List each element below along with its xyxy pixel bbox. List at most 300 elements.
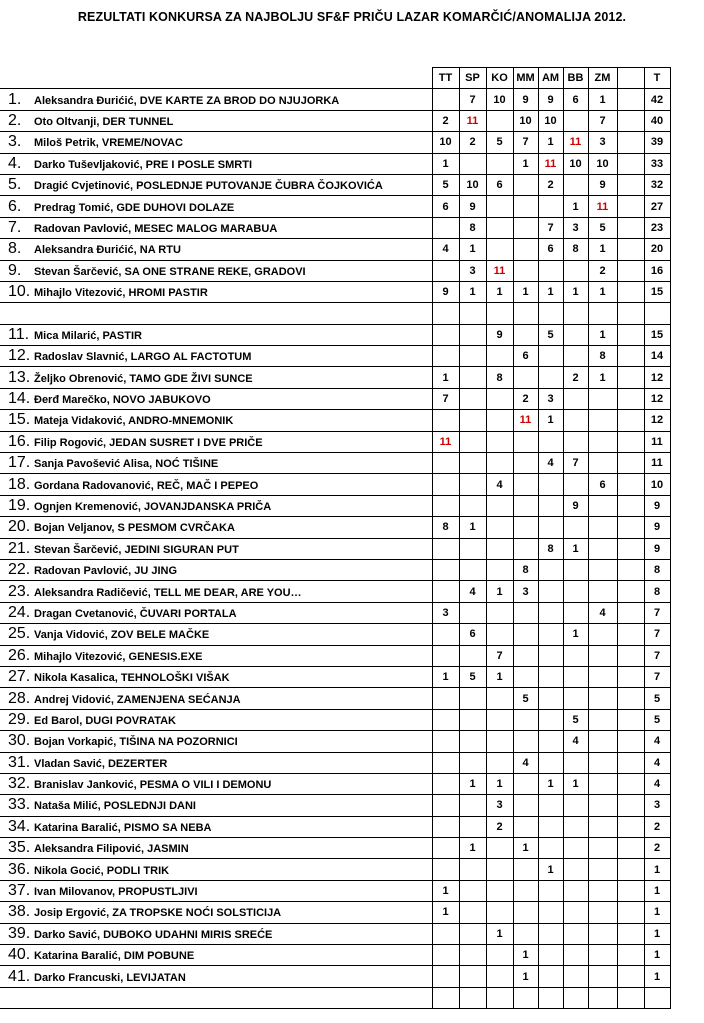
table-row — [0, 923, 670, 944]
score-cell: 1 — [513, 838, 538, 859]
score-cell — [617, 688, 644, 709]
score-cell — [617, 217, 644, 238]
score-cell — [538, 966, 563, 987]
score-cell: 1 — [432, 880, 459, 901]
entry-title: Miloš Petrik, VREME/NOVAC — [34, 137, 183, 150]
score-cell: 6 — [538, 239, 563, 260]
score-cell: 1 — [513, 153, 538, 174]
score-cell — [513, 923, 538, 944]
entry-cell — [0, 153, 432, 174]
score-cell — [459, 153, 486, 174]
score-cell: 27 — [644, 196, 670, 217]
score-cell: 8 — [588, 346, 617, 367]
score-cell: 40 — [644, 110, 670, 131]
score-cell — [513, 602, 538, 623]
score-cell — [432, 303, 459, 324]
table-row — [0, 281, 670, 302]
score-cell — [617, 367, 644, 388]
score-cell — [563, 880, 588, 901]
score-cell — [538, 709, 563, 730]
score-cell: 23 — [644, 217, 670, 238]
score-cell: 1 — [644, 966, 670, 987]
rank-number: 41. — [8, 967, 31, 985]
table-row — [0, 495, 670, 516]
score-cell — [563, 474, 588, 495]
score-cell — [617, 474, 644, 495]
score-cell — [459, 709, 486, 730]
table-row — [0, 645, 670, 666]
score-cell — [617, 110, 644, 131]
score-cell — [486, 752, 513, 773]
score-cell — [588, 773, 617, 794]
score-cell: 2 — [644, 816, 670, 837]
score-cell: 1 — [563, 281, 588, 302]
table-row — [0, 880, 670, 901]
entry-cell — [0, 731, 432, 752]
score-cell — [432, 260, 459, 281]
score-cell — [617, 538, 644, 559]
entry-title: Aleksandra Radičević, TELL ME DEAR, ARE YOU… — [34, 586, 302, 599]
entry-title: Mihajlo Vitezović, GENESIS.EXE — [34, 650, 203, 663]
score-cell: 9 — [459, 196, 486, 217]
score-cell — [538, 731, 563, 752]
score-cell — [513, 645, 538, 666]
score-cell: 9 — [563, 495, 588, 516]
score-cell: 3 — [563, 217, 588, 238]
rank-number: 38. — [8, 903, 31, 921]
score-cell: 4 — [644, 731, 670, 752]
score-cell: 8 — [644, 559, 670, 580]
score-cell — [617, 89, 644, 110]
score-cell — [588, 559, 617, 580]
score-cell — [617, 581, 644, 602]
score-cell — [486, 688, 513, 709]
score-cell — [486, 217, 513, 238]
score-cell — [486, 838, 513, 859]
score-cell: 1 — [588, 324, 617, 345]
score-cell: 1 — [432, 367, 459, 388]
score-cell — [617, 431, 644, 452]
score-cell — [563, 324, 588, 345]
entry-cell — [0, 196, 432, 217]
entry-cell — [0, 239, 432, 260]
score-cell — [563, 945, 588, 966]
entry-title: Radovan Pavlović, JU JING — [34, 565, 178, 578]
score-cell: 6 — [459, 624, 486, 645]
col-header — [617, 68, 644, 89]
entry-cell — [0, 474, 432, 495]
score-cell: 15 — [644, 281, 670, 302]
score-cell — [432, 987, 459, 1008]
score-cell — [563, 688, 588, 709]
score-cell: 1 — [563, 624, 588, 645]
entry-cell — [0, 816, 432, 837]
score-cell: 3 — [432, 602, 459, 623]
page-title: REZULTATI KONKURSA ZA NAJBOLJU SF&F PRIČU LAZAR KOMARČIĆ/ANOMALIJA 2012. — [77, 10, 627, 24]
score-cell — [538, 602, 563, 623]
score-cell — [563, 966, 588, 987]
score-cell: 3 — [513, 581, 538, 602]
score-cell: 1 — [538, 773, 563, 794]
rank-number: 2. — [8, 111, 22, 129]
table-row — [0, 838, 670, 859]
score-cell: 42 — [644, 89, 670, 110]
score-cell: 4 — [644, 752, 670, 773]
entry-title: Ivan Milovanov, PROPUSTLJIVI — [34, 886, 198, 899]
entry-title: Gordana Radovanović, REČ, MAČ I PEPEO — [34, 479, 259, 492]
entry-title: Aleksandra Filipović, JASMIN — [34, 843, 189, 856]
table-row — [0, 153, 670, 174]
score-cell — [538, 346, 563, 367]
rank-number: 14. — [8, 390, 31, 408]
score-cell: 4 — [486, 474, 513, 495]
entry-title: Stevan Šarčević, SA ONE STRANE REKE, GRADOVI — [34, 265, 306, 278]
rank-number: 30. — [8, 732, 31, 750]
score-cell — [617, 260, 644, 281]
score-cell — [538, 923, 563, 944]
score-cell: 10 — [432, 132, 459, 153]
rank-number: 1. — [8, 90, 22, 108]
score-cell: 1 — [486, 773, 513, 794]
score-cell: 1 — [459, 773, 486, 794]
entry-cell — [0, 773, 432, 794]
entry-cell — [0, 110, 432, 131]
table-row — [0, 666, 670, 687]
score-cell: 11 — [588, 196, 617, 217]
entry-cell — [0, 303, 432, 324]
score-cell: 20 — [644, 239, 670, 260]
score-cell: 39 — [644, 132, 670, 153]
score-cell — [513, 538, 538, 559]
rank-number: 16. — [8, 432, 31, 450]
score-cell — [538, 645, 563, 666]
rank-number: 33. — [8, 796, 31, 814]
entry-cell — [0, 559, 432, 580]
score-cell — [588, 902, 617, 923]
table-row — [0, 474, 670, 495]
score-cell — [513, 709, 538, 730]
score-cell — [617, 666, 644, 687]
score-cell: 2 — [432, 110, 459, 131]
score-cell: 9 — [513, 89, 538, 110]
score-cell — [486, 388, 513, 409]
score-cell: 11 — [513, 410, 538, 431]
score-cell: 3 — [588, 132, 617, 153]
score-cell: 9 — [538, 89, 563, 110]
score-cell — [459, 987, 486, 1008]
score-cell — [617, 559, 644, 580]
score-cell: 3 — [538, 388, 563, 409]
score-cell — [588, 303, 617, 324]
col-header: T — [644, 68, 670, 89]
entry-title: Đerđ Marečko, NOVO JABUKOVO — [34, 394, 211, 407]
score-cell — [459, 688, 486, 709]
table-row — [0, 388, 670, 409]
score-cell: 33 — [644, 153, 670, 174]
score-cell — [513, 174, 538, 195]
score-cell: 1 — [432, 902, 459, 923]
score-cell — [563, 923, 588, 944]
rank-number: 35. — [8, 839, 31, 857]
score-cell — [486, 517, 513, 538]
score-cell — [563, 602, 588, 623]
score-cell: 3 — [486, 795, 513, 816]
table-row — [0, 324, 670, 345]
score-cell: 4 — [563, 731, 588, 752]
score-cell: 1 — [588, 239, 617, 260]
score-cell: 32 — [644, 174, 670, 195]
entry-title: Radovan Pavlović, MESEC MALOG MARABUA — [34, 222, 278, 235]
score-cell: 10 — [513, 110, 538, 131]
entry-title: Bojan Vorkapić, TIŠINA NA POZORNICI — [34, 736, 238, 749]
rank-number: 31. — [8, 753, 31, 771]
score-cell — [486, 346, 513, 367]
score-cell — [617, 410, 644, 431]
score-cell — [617, 281, 644, 302]
entry-cell — [0, 688, 432, 709]
entry-title: Mica Milarić, PASTIR — [34, 329, 142, 342]
score-cell — [432, 474, 459, 495]
entry-title: Andrej Vidović, ZAMENJENA SEĆANJA — [34, 693, 241, 706]
entry-cell — [0, 174, 432, 195]
col-header: TT — [432, 68, 459, 89]
score-cell — [538, 260, 563, 281]
score-cell — [588, 731, 617, 752]
score-cell — [538, 688, 563, 709]
score-cell: 7 — [644, 666, 670, 687]
score-cell: 12 — [644, 367, 670, 388]
entry-title: Vladan Savić, DEZERTER — [34, 757, 168, 770]
score-cell — [538, 474, 563, 495]
score-cell — [459, 495, 486, 516]
score-cell: 2 — [538, 174, 563, 195]
score-cell: 1 — [588, 89, 617, 110]
score-cell — [617, 923, 644, 944]
score-cell — [486, 859, 513, 880]
score-cell — [563, 174, 588, 195]
score-cell — [459, 795, 486, 816]
score-cell — [538, 816, 563, 837]
score-cell — [563, 838, 588, 859]
score-cell — [538, 987, 563, 1008]
rank-number: 25. — [8, 625, 31, 643]
header-row — [0, 68, 670, 89]
score-cell: 5 — [538, 324, 563, 345]
score-cell: 10 — [563, 153, 588, 174]
table-row — [0, 795, 670, 816]
entry-cell — [0, 966, 432, 987]
score-cell — [617, 731, 644, 752]
table-row — [0, 581, 670, 602]
score-cell — [588, 453, 617, 474]
rank-number: 9. — [8, 261, 22, 279]
score-cell: 1 — [513, 966, 538, 987]
score-cell — [588, 923, 617, 944]
score-cell — [588, 795, 617, 816]
score-cell — [588, 431, 617, 452]
score-cell — [588, 966, 617, 987]
score-cell — [588, 388, 617, 409]
score-cell — [432, 923, 459, 944]
entry-cell — [0, 453, 432, 474]
rank-number: 28. — [8, 689, 31, 707]
table-row — [0, 752, 670, 773]
entry-cell — [0, 581, 432, 602]
rank-number: 36. — [8, 860, 31, 878]
table-row — [0, 966, 670, 987]
score-cell — [432, 324, 459, 345]
score-cell — [459, 945, 486, 966]
score-cell — [459, 474, 486, 495]
score-cell — [432, 559, 459, 580]
score-cell — [459, 752, 486, 773]
entry-title: Radoslav Slavnić, LARGO AL FACTOTUM — [34, 351, 252, 364]
score-cell: 7 — [644, 645, 670, 666]
score-cell — [513, 517, 538, 538]
score-cell — [644, 303, 670, 324]
table-row — [0, 410, 670, 431]
rank-number: 11. — [8, 325, 30, 343]
score-cell — [563, 303, 588, 324]
entry-title: Aleksandra Đurićić, NA RTU — [34, 244, 181, 257]
score-cell — [486, 559, 513, 580]
score-cell — [617, 132, 644, 153]
score-cell — [486, 709, 513, 730]
score-cell — [459, 538, 486, 559]
score-cell — [432, 838, 459, 859]
score-cell — [563, 816, 588, 837]
entry-title: Aleksandra Đurićić, DVE KARTE ZA BROD DO NJUJORKA — [34, 94, 340, 107]
rank-number: 5. — [8, 176, 22, 194]
score-cell — [617, 987, 644, 1008]
score-cell — [538, 945, 563, 966]
table-row — [0, 773, 670, 794]
score-cell — [459, 367, 486, 388]
score-cell — [432, 709, 459, 730]
score-cell: 11 — [538, 153, 563, 174]
score-cell — [486, 966, 513, 987]
score-cell — [617, 880, 644, 901]
score-cell: 2 — [486, 816, 513, 837]
score-cell: 2 — [459, 132, 486, 153]
rank-number: 39. — [8, 924, 31, 942]
table-row — [0, 217, 670, 238]
entry-title: Dragan Cvetanović, ČUVARI PORTALA — [34, 607, 237, 620]
score-cell: 14 — [644, 346, 670, 367]
score-cell — [513, 367, 538, 388]
score-cell — [538, 581, 563, 602]
score-cell — [563, 410, 588, 431]
score-cell — [459, 923, 486, 944]
score-cell — [563, 559, 588, 580]
entry-title: Katarina Baralić, DIM POBUNE — [34, 950, 195, 963]
table-row — [0, 303, 670, 324]
score-cell — [617, 752, 644, 773]
score-cell: 1 — [644, 880, 670, 901]
score-cell — [459, 966, 486, 987]
score-cell — [617, 645, 644, 666]
entry-title: Vanja Vidović, ZOV BELE MAČKE — [34, 629, 210, 642]
score-cell: 12 — [644, 388, 670, 409]
score-cell — [563, 902, 588, 923]
score-cell — [486, 495, 513, 516]
table-row — [0, 453, 670, 474]
col-header: KO — [486, 68, 513, 89]
rank-number: 8. — [8, 240, 22, 258]
entry-cell — [0, 645, 432, 666]
score-cell — [588, 945, 617, 966]
rank-number: 20. — [8, 518, 31, 536]
entry-cell — [0, 89, 432, 110]
score-cell — [513, 624, 538, 645]
score-cell — [617, 795, 644, 816]
score-cell — [513, 303, 538, 324]
score-cell — [432, 410, 459, 431]
rank-number: 4. — [8, 154, 22, 172]
table-row — [0, 559, 670, 580]
score-cell — [486, 880, 513, 901]
entry-cell — [0, 367, 432, 388]
score-cell: 10 — [588, 153, 617, 174]
score-cell — [432, 645, 459, 666]
score-cell: 1 — [459, 517, 486, 538]
score-cell — [513, 324, 538, 345]
score-cell — [538, 303, 563, 324]
rank-number: 19. — [8, 497, 31, 514]
score-cell — [563, 581, 588, 602]
score-cell: 1 — [459, 239, 486, 260]
entry-title: Predrag Tomić, GDE DUHOVI DOLAZE — [34, 201, 235, 214]
rank-number: 23. — [8, 582, 31, 600]
score-cell — [486, 453, 513, 474]
score-cell — [459, 645, 486, 666]
table-row — [0, 602, 670, 623]
rank-number: 15. — [8, 411, 31, 429]
score-cell — [617, 517, 644, 538]
score-cell: 4 — [513, 752, 538, 773]
score-cell: 4 — [432, 239, 459, 260]
score-cell — [617, 709, 644, 730]
score-cell — [538, 196, 563, 217]
score-cell — [486, 196, 513, 217]
score-cell: 7 — [563, 453, 588, 474]
score-cell: 5 — [563, 709, 588, 730]
score-cell: 1 — [459, 281, 486, 302]
score-cell — [563, 260, 588, 281]
score-cell: 10 — [459, 174, 486, 195]
entry-cell — [0, 795, 432, 816]
score-cell — [459, 880, 486, 901]
score-cell: 1 — [486, 581, 513, 602]
rank-number: 40. — [8, 946, 31, 964]
entry-title: Dragić Cvjetinović, POSLEDNJE PUTOVANJE ČUBRA ČOJKOVIĆA — [34, 180, 383, 193]
score-cell — [513, 239, 538, 260]
score-cell — [486, 303, 513, 324]
entry-cell — [0, 281, 432, 302]
score-cell — [563, 645, 588, 666]
score-cell: 11 — [459, 110, 486, 131]
score-cell: 1 — [486, 923, 513, 944]
entry-cell — [0, 410, 432, 431]
score-cell — [432, 966, 459, 987]
table-row — [0, 239, 670, 260]
score-cell — [617, 303, 644, 324]
entry-title: Mateja Vidaković, ANDRO-MNEMONIK — [34, 415, 234, 428]
rank-number: 6. — [8, 197, 22, 215]
score-cell — [538, 838, 563, 859]
table-row — [0, 431, 670, 452]
score-cell — [617, 966, 644, 987]
